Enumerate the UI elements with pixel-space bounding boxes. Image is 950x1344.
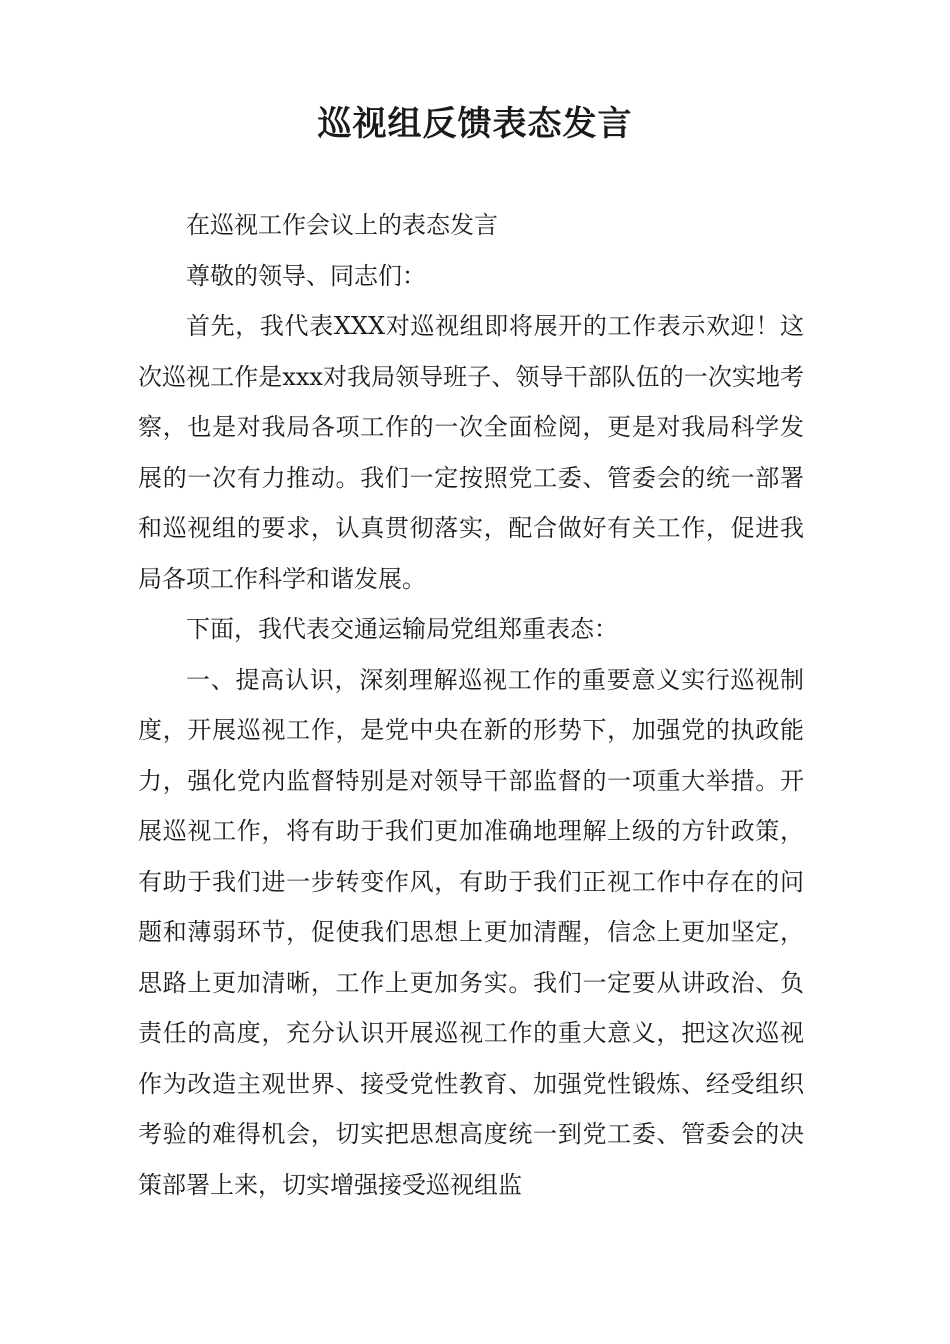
document-body <box>138 200 804 1210</box>
paragraph-salutation: 尊敬的领导、同志们： <box>186 261 426 290</box>
paragraph-subtitle: 在巡视工作会议上的表态发言 <box>186 211 498 239</box>
paragraph-statement-intro: 下面，我代表交通运输局党组郑重表态： <box>186 615 618 643</box>
paragraph-section-one: 一、提高认识，深刻理解巡视工作的重要意义实行巡视制度，开展巡视工作，是党中央在新的形势下，加强党的执政能力，强化党内监督特别是对领导干部监督的一项重大举措。开展巡视工作，将有助于我们更加准确地理解上级的方针政策，有助于我们进一步转变作风，有助于我们正视工作中存在的问题和薄弱环节，促使我们思想上更加清醒，信念上更加坚定，思路上更加清晰，工作上更加务实。我们一定要从讲政治、负责任的高度，充分认识开展巡视工作的重大意义，把这次巡视作为改造主观世界、接受党性教育、加强党性锻炼、经受组织考验的难得机会，切实把思想高度统一到党工委、管委会的决策部署上来，切实增强接受巡视组监 <box>138 665 804 1199</box>
document-title: 巡视组反馈表态发言 <box>317 104 633 144</box>
paragraph-welcome: 首先，我代表XXX对巡视组即将展开的工作表示欢迎！这次巡视工作是xxx对我局领导班子、领导干部队伍的一次实地考察，也是对我局各项工作的一次全面检阅，更是对我局科学发展的一次有力推动。我们一定按照党工委、管委会的统一部署和巡视组的要求，认真贯彻落实，配合做好有关工作，促进我局各项工作科学和谐发展。 <box>138 312 804 593</box>
